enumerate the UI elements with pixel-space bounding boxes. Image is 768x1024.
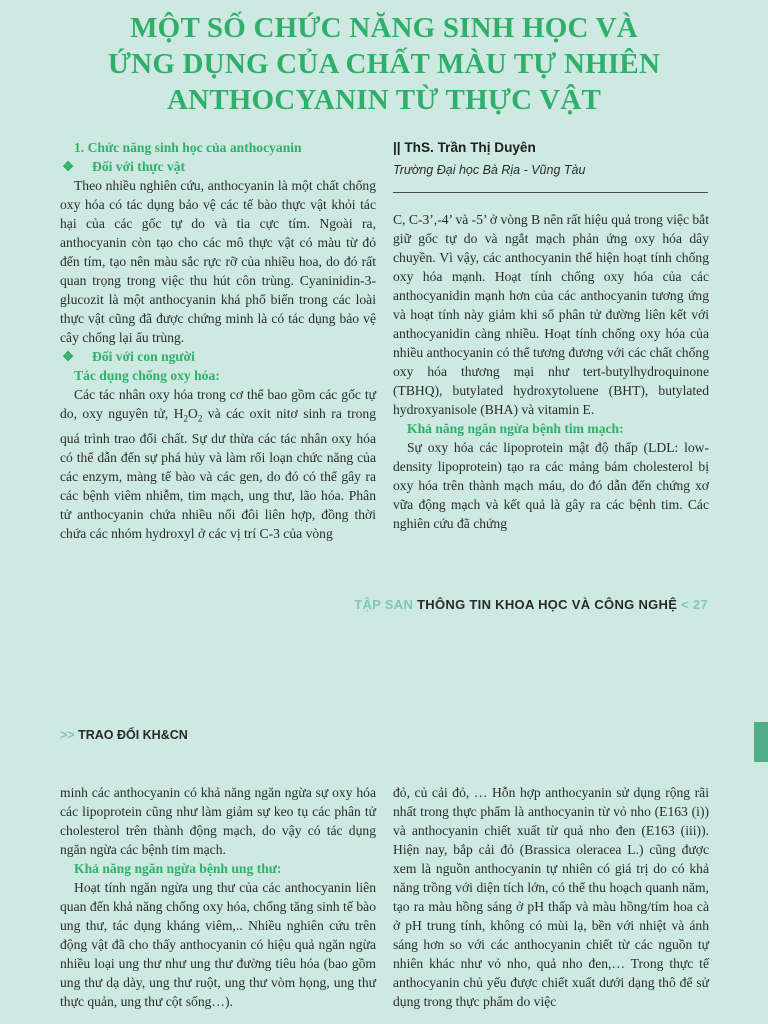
side-accent-bar	[754, 722, 768, 762]
subheading-cardio: Khả năng ngăn ngừa bệnh tim mạch:	[407, 421, 624, 436]
paragraph-sources: đỏ, củ cải đỏ, … Hỗn hợp anthocyanin sử dụng rộng rãi nhất trong thực phẩm là anthocyanin từ vỏ nho (E163 (i)) và anthocyanin chiết xuất từ quả nho đen (E163 (iii)). Hiện nay, bắp cải đỏ (Brassica oleracea L.) cũng được xem là nguồn anthocyanin tự nhiên có giá trị do có khả năng trồng với diện tích lớn, có thể thu hoạch quanh năm, tạo ra màu hồng sáng ở pH thấp và màu hồng/tím hoa cà ở pH trung tính, không có mùi lạ, bền với nhiệt và ánh sáng hơn so với các anthocyanin chiết từ các nguồn tự nhiên khác như vỏ nho, quả nho đen,… Trong thực tế anthocyanin chủ yếu được chiết xuất dưới dạng thô để sử dụng trong thực phẩm do việc	[393, 785, 709, 1009]
paragraph-cardio-cont: minh các anthocyanin có khả năng ngăn ngừa sự oxy hóa các lipoprotein cũng như làm giảm sự keo tụ các phân tử cholesterol trên thành động mạch, do vậy có tác dụng ngăn ngừa các bệnh tim mạch.	[60, 785, 376, 857]
text-run: O	[188, 406, 198, 421]
bullet-plants	[60, 157, 376, 176]
paragraph-antioxidant	[60, 385, 376, 543]
page1-right-column	[393, 210, 709, 533]
author-divider	[393, 192, 708, 193]
title-line-2: ỨNG DỤNG CỦA CHẤT MÀU TỰ NHIÊN	[107, 48, 661, 80]
page-footer	[354, 597, 708, 612]
page1-left-column	[60, 138, 376, 543]
paragraph-cardio: Sự oxy hóa các lipoprotein mật độ thấp (LDL: low-density lipoprotein) tạo ra các mảng bám cholesterol bị oxy hóa trên thành mạch máu, do đó dẫn đến chứng xơ vữa động mạch và kết quả là gây ra các bệnh tim. Các nghiên cứu đã chứng	[393, 440, 709, 531]
title-line-1: MỘT SỐ CHỨC NĂNG SINH HỌC VÀ	[130, 12, 638, 44]
section-heading: 1. Chức năng sinh học của anthocyanin	[74, 140, 302, 155]
author-block	[393, 138, 709, 180]
title-line-3: ANTHOCYANIN TỪ THỰC VẬT	[166, 84, 602, 116]
subscript: 2	[197, 413, 203, 424]
diamond-bullet-icon: ❖	[62, 349, 75, 364]
text-run: Các tác nhân oxy hóa trong cơ thể bao gồm các gốc tự do, oxy nguyên tử, H	[60, 387, 376, 421]
author-name: || ThS. Trần Thị Duyên	[393, 140, 536, 155]
diamond-bullet-icon: ❖	[62, 159, 75, 174]
paragraph-cancer: Hoạt tính ngăn ngừa ung thư của các anthocyanin liên quan đến khả năng chống oxy hóa, chống tăng sinh tế bào ung thư, tác dụng kháng viêm,.. Nhiều nghiên cứu trên động vật đã cho thấy anthocyanin có hiệu quả ngăn ngừa nhiều loại ung thư như ung thư đường tiêu hóa (bao gồm ung thư dạ dày, ung thư ruột, ung thư vòm họng, ung thư thực quản, ung thư cột sống…).	[60, 880, 376, 1009]
subheading-cancer: Khả năng ngăn ngừa bệnh ung thư:	[74, 861, 282, 876]
section-header	[60, 728, 188, 742]
page2-right-column	[393, 783, 709, 1011]
bullet-plants-label: Đối với thực vật	[92, 159, 186, 174]
author-affiliation: Trường Đại học Bà Rịa - Vũng Tàu	[393, 163, 586, 177]
subscript: 2	[183, 413, 189, 424]
double-chevron-icon: >>	[60, 728, 79, 742]
text-run: và các oxit nitơ sinh ra trong quá trình trao đổi chất. Sự dư thừa các tác nhân oxy hóa có thể dẫn đến sự phá hủy và làm rối loạn chức năng của các enzym, màng tế bào và các gen, do đó có thể gây ra các bệnh viêm nhiễm, tim mạch, ung thư, lão hóa. Phân tử anthocyanin chứa nhiều nối đôi liên hợp, đồng thời chứa các nhóm hydroxyl ở các vị trí C-3 của vòng	[60, 406, 376, 541]
subheading-antioxidant: Tác dụng chống oxy hóa:	[74, 368, 220, 383]
footer-page-number: < 27	[677, 597, 708, 612]
bullet-humans	[60, 347, 376, 366]
paragraph-antioxidant-cont: C, C-3’,-4’ và -5’ ở vòng B nên rất hiệu quả trong việc bắt giữ gốc tự do và ngắt mạch phản ứng oxy hóa dây chuyền. Vì vậy, các anthocyanin thể hiện hoạt tính chống oxy hóa mạnh. Hoạt tính chống oxy hóa của các anthocyanidin mạnh hơn của các anthocyanin tương ứng và hoạt tính này giảm khi số phân tử đường liên kết với anthocyanidin càng nhiều. Hoạt tính chống oxy hóa của nhiều anthocyanin có thể tương đương với các chất chống oxy hóa thương mại như tert-butylhydroquinone (TBHQ), butylated hydroxytoluene (BHT), butylated hydroxyanisole (BHA) và vitamin E.	[393, 212, 709, 417]
bullet-humans-label: Đối với con người	[92, 349, 195, 364]
section-header-label: TRAO ĐỔI KH&CN	[78, 728, 188, 742]
footer-journal: THÔNG TIN KHOA HỌC VÀ CÔNG NGHỆ	[417, 597, 678, 612]
page2-left-column	[60, 783, 376, 1011]
paragraph-plants: Theo nhiều nghiên cứu, anthocyanin là một chất chống oxy hóa có tác dụng bảo vệ các tế bào thực vật khỏi tác hại của các gốc tự do và tia cực tím. Ngoài ra, anthocyanin còn tạo cho các mô thực vật có màu từ đỏ đến tím, tạo nên màu sắc rực rỡ của nhiều hoa, do đó rất quan trọng trong việc thu hút côn trùng. Cyaninidin-3-glucozit là một anthocyanin khá phổ biến trong các loài thực vật cũng đã được chứng minh là có tác dụng bảo vệ cây chống lại ấu trùng.	[60, 178, 376, 345]
article-title	[0, 10, 768, 118]
footer-prefix: TẬP SAN	[354, 597, 418, 612]
